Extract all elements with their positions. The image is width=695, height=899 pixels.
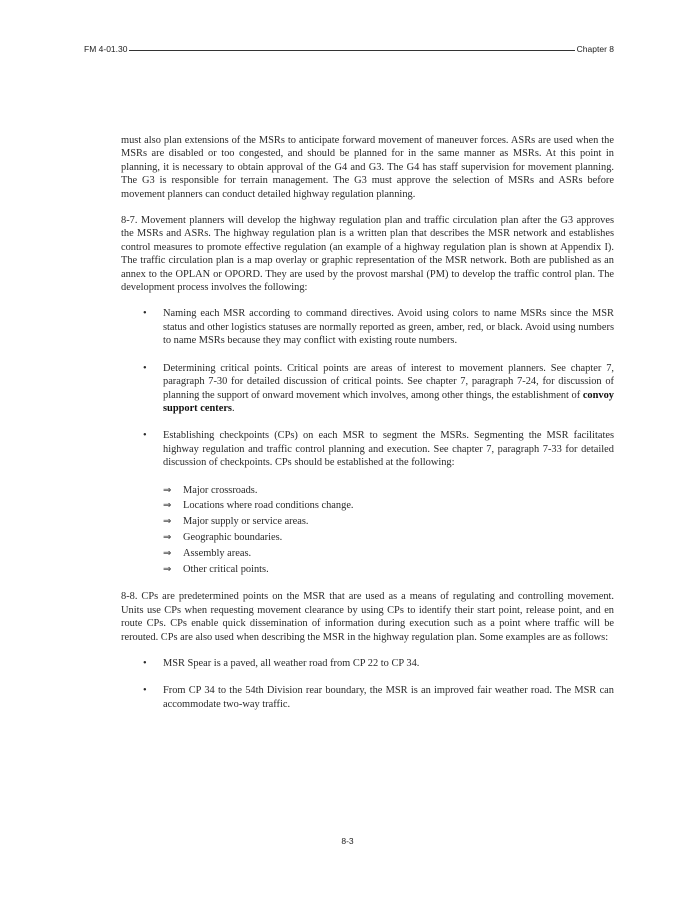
- paragraph-8-8: 8-8. CPs are predetermined points on the MSR that are used as a means of regulating and controlling movement. Units use CPs when requesting movement clearance by using CPs to identify their start point, release point, and en route CPs. CPs enable quick dissemination of information during execution such as a point where traffic will be rerouted. CPs are also used when describing the MSR in the highway regulation plan. Some examples are as follows:: [121, 591, 614, 643]
- step-naming-msr: Naming each MSR according to command directives. Avoid using colors to name MSRs since the MSR status and other logistics statuses are normally reported as green, amber, red, or black. Avoid using numbers to name MSRs because they may conflict with existing route numbers.: [163, 308, 614, 347]
- list-item: [163, 483, 614, 499]
- msr-examples-list: [121, 657, 614, 711]
- manual-id: FM 4-01.30: [84, 44, 128, 54]
- example-cp-34: From CP 34 to the 54th Division rear boundary, the MSR is an improved fair weather road. The MSR can accommodate two-way traffic.: [163, 685, 614, 710]
- list-item: [121, 657, 614, 670]
- checkpoint-location: Major supply or service areas.: [183, 516, 309, 528]
- bullet-icon: •: [143, 685, 147, 697]
- bullet-icon: •: [143, 430, 147, 442]
- development-steps-list: [121, 307, 614, 469]
- list-item: [163, 562, 614, 578]
- page-number: 8-3: [341, 836, 354, 846]
- paragraph-continued: must also plan extensions of the MSRs to anticipate forward movement of maneuver forces. ASRs are used when the MSRs are disabled or too congested, and should be planned for in the same manner as MSRs. At this point in planning, it is necessary to obtain approval of the G4 and G3. The G4 has staff supervision for movement planning. The G3 is responsible for terrain management. The G3 must approve the selection of MSRs and ASRs before movement planners can conduct detailed highway regulation planning.: [121, 135, 614, 200]
- arrow-icon: ⇒: [163, 531, 172, 543]
- checkpoint-locations-list: [121, 483, 614, 578]
- list-item: [163, 514, 614, 530]
- bullet-icon: •: [143, 362, 147, 374]
- list-item: [121, 362, 614, 416]
- bullet-icon: •: [143, 657, 147, 669]
- sentence-end: .: [231, 402, 235, 414]
- paragraph-8-7: 8-7. Movement planners will develop the highway regulation plan and traffic circulation plan after the G3 approves the MSRs and ASRs. The highway regulation plan is a written plan that describes the MSR network and establishes control measures to promote effective regulation (an example of a highway regulation plan is shown at Appendix I). The traffic circulation plan is a map overlay or graphic representation of the MSR network. Both are published as an annex to the OPLAN or OPORD. They are used by the provost marshal (PM) to develop the traffic control plan. The development process involves the following:: [121, 215, 614, 294]
- list-item: [121, 429, 614, 469]
- chapter-label: Chapter 8: [576, 44, 614, 54]
- arrow-icon: ⇒: [163, 547, 172, 559]
- running-header: [84, 40, 614, 54]
- arrow-icon: ⇒: [163, 500, 172, 512]
- checkpoint-location: Assembly areas.: [183, 547, 252, 559]
- list-item: [163, 530, 614, 546]
- checkpoint-location: Major crossroads.: [183, 484, 258, 496]
- header-rule: [129, 50, 574, 51]
- checkpoint-location: Geographic boundaries.: [183, 531, 283, 543]
- example-msr-spear: MSR Spear is a paved, all weather road from CP 22 to CP 34.: [163, 657, 420, 669]
- bullet-icon: •: [143, 308, 147, 320]
- list-item: [121, 307, 614, 347]
- convoy-support-centers-term: convoy support centers: [163, 389, 614, 414]
- list-item: [121, 684, 614, 711]
- list-item: [163, 546, 614, 562]
- step-critical-points: [163, 363, 614, 414]
- page-body: [121, 134, 614, 724]
- arrow-icon: ⇒: [163, 563, 172, 575]
- list-item: [163, 498, 614, 514]
- critical-points-text: Determining critical points. Critical points are areas of interest to movement planners. See chapter 7, paragraph 7-30 for detailed discussion of critical points. See chapter 7, paragraph 7-24, for discussion of planning the support of onward movement which involves, among other things, the establishment of: [163, 362, 614, 401]
- arrow-icon: ⇒: [163, 516, 172, 528]
- arrow-icon: ⇒: [163, 484, 172, 496]
- checkpoint-location: Locations where road conditions change.: [183, 500, 354, 512]
- checkpoint-location: Other critical points.: [183, 563, 269, 575]
- step-checkpoints: Establishing checkpoints (CPs) on each MSR to segment the MSRs. Segmenting the MSR facilitates highway regulation and traffic control planning and execution. See chapter 7, paragraph 7-33 for detailed discussion of checkpoints. CPs should be established at the following:: [163, 430, 614, 469]
